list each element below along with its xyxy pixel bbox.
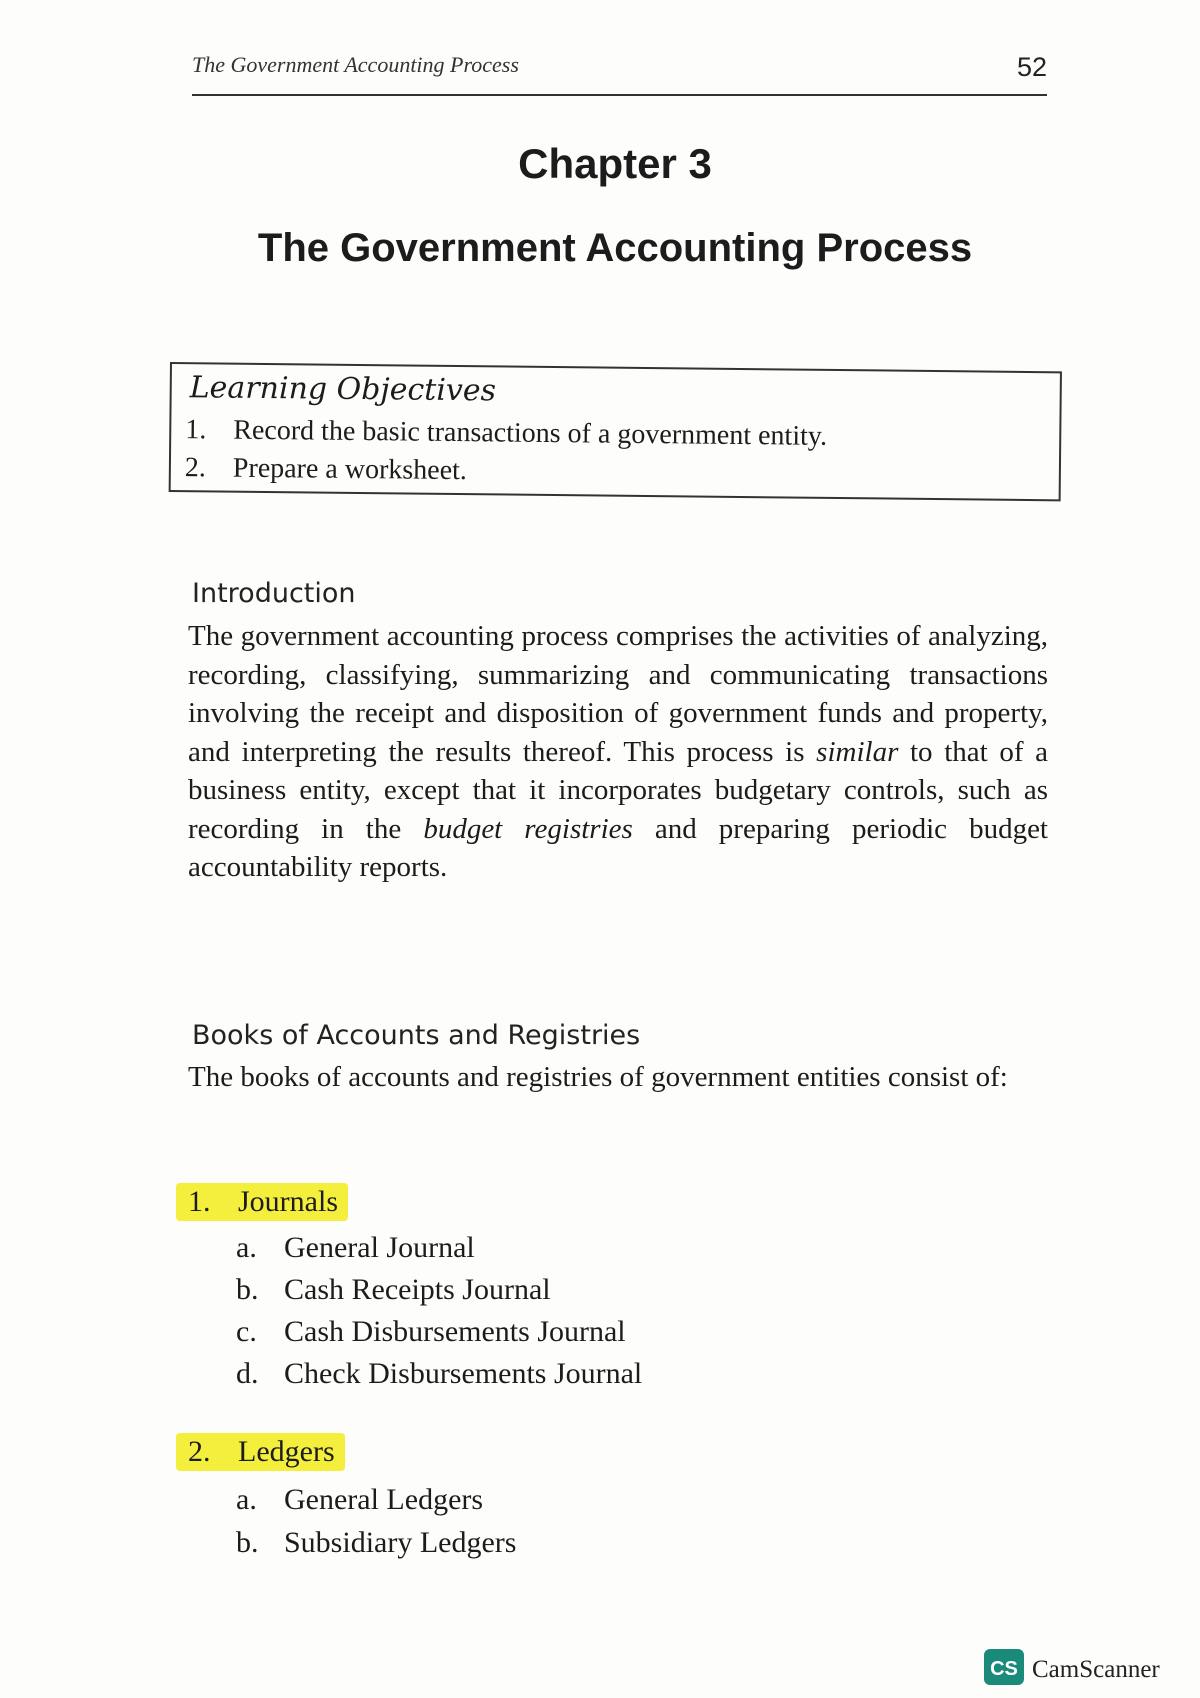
item-text: Check Disbursements Journal — [284, 1357, 643, 1390]
item-text: Cash Disbursements Journal — [284, 1315, 626, 1348]
journals-highlight — [176, 1183, 348, 1221]
introduction-emphasis-1: similar — [816, 735, 899, 768]
ledgers-highlight — [176, 1433, 345, 1471]
objective-number: 2. — [184, 452, 207, 484]
chapter-title: The Government Accounting Process — [257, 226, 973, 270]
item-letter: b. — [236, 1273, 259, 1306]
journals-heading — [176, 1183, 348, 1221]
chapter-label: Chapter 3 — [518, 140, 712, 187]
camscanner-logo-icon — [983, 1648, 1025, 1686]
item-letter: d. — [236, 1357, 259, 1390]
objective-item — [185, 452, 467, 487]
item-letter: c. — [236, 1315, 257, 1348]
introduction-text-2: to that of a business entity, except that it incorporates budgetary controls, such as recording in the — [188, 735, 1049, 845]
journal-item — [236, 1231, 475, 1265]
objective-text: Prepare a worksheet. — [232, 452, 468, 487]
introduction-text-3: and preparing periodic budget accountability reports. — [188, 812, 1048, 883]
objective-number: 1. — [185, 414, 207, 446]
objective-text: Record the basic transactions of a government entity. — [233, 414, 828, 452]
learning-objectives-box — [169, 362, 1062, 501]
item-letter: b. — [236, 1526, 259, 1559]
page-number: 52 — [1016, 52, 1047, 82]
books-paragraph: The books of accounts and registries of government entities consist of: — [188, 1061, 1008, 1093]
camscanner-watermark-text: CamScanner — [1032, 1656, 1160, 1683]
introduction-heading: Introduction — [192, 578, 356, 609]
journal-item — [236, 1315, 626, 1349]
introduction-text-1: The government accounting process comprises the activities of analyzing, recording, classifying, summarizing and communicating transactions involving the receipt and disposition of government funds and property, and interpreting the results thereof. This process is — [188, 620, 1048, 768]
journal-item — [236, 1273, 551, 1307]
item-text: Subsidiary Ledgers — [284, 1526, 517, 1559]
objective-item — [185, 414, 827, 453]
item-text: General Journal — [284, 1231, 475, 1264]
introduction-emphasis-2: budget registries — [423, 812, 633, 845]
journal-item — [236, 1357, 642, 1391]
running-header — [192, 48, 1047, 96]
ledger-item — [236, 1483, 483, 1517]
list-number: 2. — [188, 1435, 211, 1468]
item-letter: a. — [236, 1483, 257, 1516]
item-text: Cash Receipts Journal — [284, 1273, 551, 1306]
running-title: The Government Accounting Process — [192, 52, 519, 77]
item-letter: a. — [236, 1231, 257, 1264]
list-number: 1. — [188, 1185, 211, 1218]
list-label: Ledgers — [238, 1435, 335, 1468]
ledger-item — [236, 1526, 516, 1560]
introduction-paragraph — [188, 617, 1048, 887]
books-heading: Books of Accounts and Registries — [192, 1020, 641, 1051]
item-text: General Ledgers — [284, 1483, 484, 1516]
list-label: Journals — [238, 1185, 338, 1218]
learning-objectives-title: Learning Objectives — [189, 370, 497, 409]
svg-text:CS: CS — [990, 1658, 1018, 1680]
ledgers-heading — [176, 1433, 345, 1471]
